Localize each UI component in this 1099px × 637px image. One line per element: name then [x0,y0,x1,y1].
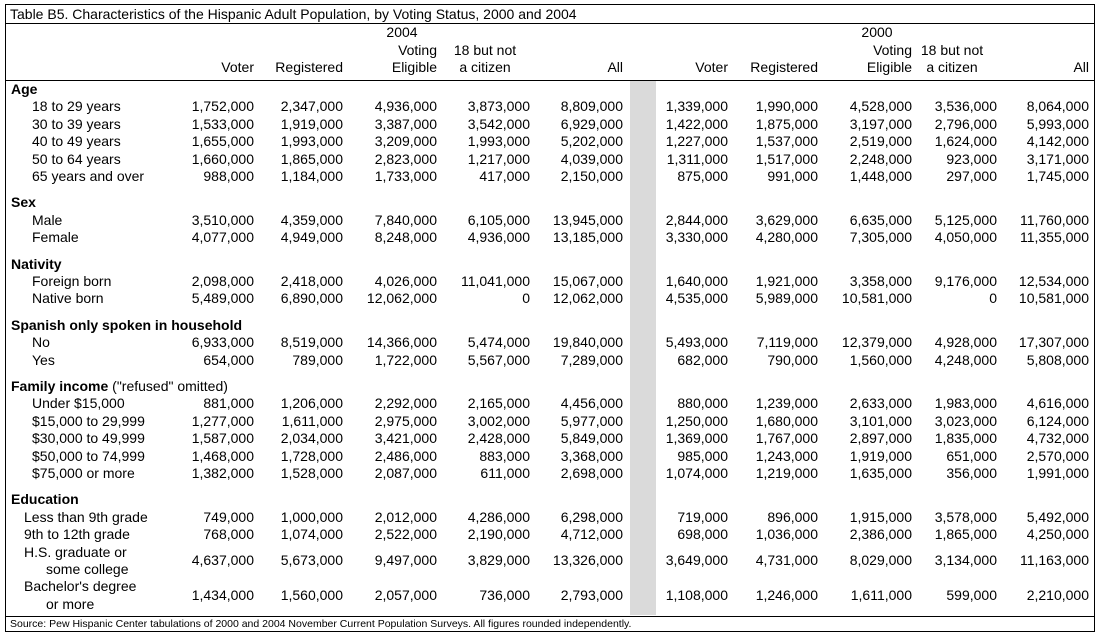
table-footer-source: Source: Pew Hispanic Center tabulations of 2000 and 2004 November Current Population Surveys. All figures rounded independently. [6,616,1094,632]
cell-2000: 6,124,000 [1026,412,1089,429]
table-frame [5,4,1095,632]
cell-2004: 2,012,000 [374,508,437,525]
section-title: Age [11,81,38,97]
cell-2000: 599,000 [946,587,997,604]
cell-2004: 2,793,000 [560,587,623,604]
cell-2004: 3,368,000 [560,447,623,464]
cell-2004: 2,347,000 [280,98,343,115]
cell-2000: 1,919,000 [849,447,912,464]
cell-2000: 1,243,000 [755,447,818,464]
cell-2004: 4,637,000 [191,552,254,569]
cell-2000: 2,796,000 [934,115,997,132]
cell-2000: 1,635,000 [849,465,912,481]
cell-2000: 3,101,000 [849,412,912,429]
row-label: Native born [32,290,104,307]
cell-2000: 2,633,000 [849,395,912,412]
row-label: No [32,334,50,351]
cell-2000: 1,835,000 [934,430,997,447]
cell-2004: 9,497,000 [374,552,437,569]
cell-2000: 2,248,000 [849,150,912,167]
cell-2000: 923,000 [946,150,997,167]
cell-2000: 1,624,000 [934,133,997,150]
cell-2004: 1,611,000 [281,412,343,429]
cell-2000: 12,379,000 [841,334,912,351]
cell-2004: 417,000 [479,168,530,184]
cell-2000: 4,142,000 [1026,133,1089,150]
cell-2000: 3,171,000 [1026,150,1089,167]
cell-2004: 2,428,000 [467,430,530,447]
cell-2000: 1,560,000 [849,351,912,368]
cell-2000: 2,844,000 [665,211,728,228]
cell-2004: 1,865,000 [280,150,343,167]
section-header [11,256,62,273]
cell-2000: 12,534,000 [1018,273,1089,289]
cell-2004: 3,510,000 [191,211,254,228]
cell-2004: 5,202,000 [560,133,623,150]
row-label: Bachelor's degree [24,578,137,595]
row-label: Under $15,000 [32,395,125,412]
cell-2004: 4,026,000 [374,273,437,289]
cell-2004: 19,840,000 [552,334,623,351]
row-label: some college [46,561,129,577]
row-label: 40 to 49 years [32,133,121,150]
cell-2000: 3,197,000 [849,115,912,132]
cell-2000: 3,649,000 [665,552,728,569]
cell-2004: 2,087,000 [374,465,437,481]
cell-2000: 1,915,000 [849,508,912,525]
cell-2000: 2,386,000 [849,526,912,543]
cell-2004: 13,326,000 [552,552,623,569]
year-header-2000: 2000 [861,24,893,40]
cell-2000: 1,036,000 [755,526,818,543]
cell-2004: 4,286,000 [467,508,530,525]
cell-2000: 719,000 [677,508,728,525]
cell-2004: 12,062,000 [366,290,437,307]
cell-2004: 1,733,000 [374,168,437,184]
cell-2000: 875,000 [677,168,728,184]
cell-2000: 5,808,000 [1026,351,1089,368]
col-header-noncitizen_line1-y2004: 18 but not [453,42,517,58]
cell-2000: 11,163,000 [1019,552,1089,569]
cell-2000: 1,680,000 [755,412,818,429]
row-label: 9th to 12th grade [24,526,130,543]
row-label: Female [32,229,79,246]
cell-2004: 654,000 [203,351,254,368]
cell-2000: 1,991,000 [1026,465,1089,481]
cell-2000: 682,000 [677,351,728,368]
col-header-eligible_line2-y2000: Eligible [866,59,912,75]
cell-2004: 1,722,000 [374,351,437,368]
row-label: 65 years and over [32,168,145,184]
row-label: H.S. graduate or [24,543,127,560]
cell-2000: 5,125,000 [934,211,997,228]
cell-2004: 749,000 [203,508,254,525]
cell-2004: 1,660,000 [191,150,254,167]
cell-2004: 4,949,000 [280,229,343,246]
section-note: ("refused" omitted) [108,378,228,394]
cell-2004: 3,829,000 [467,552,530,569]
cell-2004: 1,000,000 [280,508,343,525]
cell-2000: 10,581,000 [1018,290,1089,307]
cell-2004: 2,522,000 [374,526,437,543]
cell-2000: 2,897,000 [849,430,912,447]
cell-2000: 9,176,000 [934,273,997,289]
cell-2004: 2,034,000 [280,430,343,447]
cell-2000: 2,519,000 [849,133,912,150]
col-header-registered-y2000: Registered [750,59,818,75]
cell-2000: 297,000 [946,168,997,184]
cell-2000: 4,731,000 [755,552,818,569]
cell-2004: 2,098,000 [191,273,254,289]
cell-2004: 3,421,000 [374,430,437,447]
section-title: Spanish only spoken in household [11,316,243,333]
cell-2004: 6,890,000 [280,290,343,307]
cell-2000: 4,732,000 [1026,430,1089,447]
cell-2004: 988,000 [203,168,254,184]
cell-2004: 5,474,000 [467,334,530,351]
cell-2004: 1,993,000 [280,133,343,150]
row-label: 50 to 64 years [32,150,121,167]
cell-2000: 4,248,000 [934,351,997,368]
cell-2004: 2,823,000 [374,150,437,167]
cell-2000: 6,635,000 [849,211,912,228]
cell-2004: 2,292,000 [374,395,437,412]
row-label: Foreign born [32,273,112,289]
cell-2000: 1,767,000 [755,430,818,447]
col-header-eligible_line2-y2004: Eligible [391,59,437,75]
cell-2000: 11,760,000 [1019,211,1089,228]
cell-2004: 8,519,000 [280,334,343,351]
cell-2000: 1,250,000 [665,412,728,429]
section-header [11,194,36,211]
cell-2004: 1,468,000 [191,447,254,464]
cell-2004: 4,712,000 [560,526,623,543]
cell-2000: 1,983,000 [934,395,997,412]
cell-2004: 4,359,000 [280,211,343,228]
cell-2004: 1,074,000 [280,526,343,543]
cell-2000: 1,745,000 [1026,168,1089,184]
cell-2000: 1,921,000 [755,273,818,289]
row-label: 30 to 39 years [32,115,121,132]
cell-2000: 698,000 [677,526,728,543]
cell-2000: 4,528,000 [849,98,912,115]
cell-2004: 1,206,000 [280,395,343,412]
cell-2000: 8,029,000 [849,552,912,569]
cell-2000: 7,305,000 [849,229,912,246]
cell-2000: 1,865,000 [934,526,997,543]
cell-2004: 611,000 [480,465,530,481]
cell-2004: 6,105,000 [467,211,530,228]
cell-2000: 5,493,000 [665,334,728,351]
cell-2004: 13,185,000 [552,229,623,246]
section-title: Education [11,491,79,508]
cell-2004: 2,975,000 [374,412,437,429]
header-rule [6,80,1094,81]
cell-2004: 4,039,000 [560,150,623,167]
cell-2000: 1,611,000 [850,587,912,604]
cell-2000: 3,330,000 [665,229,728,246]
section-header [11,81,37,98]
cell-2004: 7,840,000 [374,211,437,228]
cell-2000: 1,448,000 [849,168,912,184]
cell-2000: 1,422,000 [665,115,728,132]
cell-2004: 3,209,000 [374,133,437,150]
row-label: Yes [32,351,55,368]
col-header-noncitizen_line2-y2004: a citizen [459,59,511,75]
section-title: Nativity [11,255,62,272]
cell-2004: 2,418,000 [280,273,343,289]
cell-2004: 4,936,000 [467,229,530,246]
cell-2004: 1,752,000 [191,98,254,115]
cell-2000: 4,280,000 [755,229,818,246]
cell-2004: 2,150,000 [560,168,623,184]
cell-2000: 1,311,000 [666,150,728,167]
cell-2000: 1,990,000 [755,98,818,115]
section-title: Sex [11,194,36,211]
cell-2000: 5,492,000 [1026,508,1089,525]
cell-2004: 768,000 [203,526,254,543]
cell-2004: 1,533,000 [191,115,254,132]
cell-2004: 14,366,000 [366,334,437,351]
cell-2000: 1,227,000 [665,133,728,150]
cell-2000: 985,000 [677,447,728,464]
cell-2004: 8,809,000 [560,98,623,115]
cell-2004: 5,849,000 [560,430,623,447]
cell-2004: 2,698,000 [560,465,623,481]
cell-2004: 7,289,000 [560,351,623,368]
cell-2004: 6,298,000 [560,508,623,525]
cell-2000: 991,000 [767,168,818,184]
cell-2004: 15,067,000 [552,273,623,289]
cell-2000: 1,074,000 [665,465,728,481]
cell-2000: 651,000 [946,447,997,464]
year-header-2004: 2004 [386,24,418,40]
cell-2004: 1,277,000 [191,412,254,429]
section-title: Family income [11,378,109,394]
cell-2000: 4,616,000 [1026,395,1089,412]
cell-2000: 4,535,000 [665,290,728,307]
cell-2004: 1,587,000 [191,430,254,447]
cell-2004: 1,382,000 [191,465,254,481]
col-header-registered-y2004: Registered [275,59,343,75]
cell-2004: 3,002,000 [467,412,530,429]
cell-2000: 1,369,000 [665,430,728,447]
cell-2004: 881,000 [203,395,254,412]
cell-2000: 4,250,000 [1026,526,1089,543]
cell-2000: 4,928,000 [934,334,997,351]
section-header [11,317,242,334]
cell-2004: 1,919,000 [280,115,343,132]
cell-2004: 3,873,000 [467,98,530,115]
cell-2000: 3,023,000 [934,412,997,429]
cell-2000: 3,358,000 [849,273,912,289]
cell-2000: 17,307,000 [1018,334,1089,351]
cell-2000: 3,578,000 [934,508,997,525]
cell-2004: 2,486,000 [374,447,437,464]
cell-2004: 0 [522,290,530,307]
col-header-all-y2004: All [607,59,623,75]
cell-2004: 883,000 [479,447,530,464]
row-label: 18 to 29 years [32,98,121,115]
cell-2004: 3,542,000 [467,115,530,132]
cell-2004: 5,489,000 [191,290,254,307]
cell-2000: 1,875,000 [755,115,818,132]
cell-2004: 6,933,000 [191,334,254,351]
cell-2000: 1,640,000 [665,273,728,289]
cell-2000: 880,000 [677,395,728,412]
row-label: $30,000 to 49,999 [32,430,145,447]
cell-2004: 1,655,000 [191,133,254,150]
cell-2000: 2,210,000 [1026,587,1089,604]
cell-2000: 3,134,000 [934,552,997,569]
cell-2000: 2,570,000 [1026,447,1089,464]
col-header-noncitizen_line2-y2000: a citizen [926,59,978,75]
cell-2000: 5,989,000 [755,290,818,307]
cell-2004: 8,248,000 [374,229,437,246]
cell-2000: 5,993,000 [1026,115,1089,132]
cell-2004: 6,929,000 [560,115,623,132]
row-label: Less than 9th grade [24,508,148,525]
cell-2004: 11,041,000 [460,273,530,289]
cell-2004: 2,190,000 [467,526,530,543]
row-label: $15,000 to 29,999 [32,412,145,429]
cell-2004: 2,165,000 [467,395,530,412]
cell-2004: 736,000 [479,587,530,604]
cell-2004: 2,057,000 [374,587,437,604]
cell-2000: 1,517,000 [755,150,818,167]
cell-2004: 13,945,000 [552,211,623,228]
cell-2000: 1,537,000 [755,133,818,150]
col-header-noncitizen_line1-y2000: 18 but not [920,42,984,58]
row-label: $75,000 or more [32,465,135,481]
cell-2000: 1,239,000 [755,395,818,412]
cell-2000: 8,064,000 [1026,98,1089,115]
row-label: or more [46,595,95,612]
cell-2000: 11,355,000 [1019,229,1089,246]
cell-2004: 4,936,000 [374,98,437,115]
cell-2004: 1,728,000 [280,447,343,464]
cell-2000: 10,581,000 [841,290,912,307]
cell-2004: 5,977,000 [560,412,623,429]
cell-2004: 12,062,000 [552,290,623,307]
section-header [11,491,79,508]
col-header-all-y2000: All [1073,59,1089,75]
cell-2004: 5,673,000 [280,552,343,569]
cell-2004: 1,993,000 [467,133,530,150]
cell-2004: 1,528,000 [280,465,343,481]
cell-2000: 790,000 [767,351,818,368]
col-header-voter-y2004: Voter [221,59,254,75]
cell-2004: 1,184,000 [280,168,343,184]
cell-2004: 5,567,000 [467,351,530,368]
cell-2000: 1,108,000 [665,587,728,604]
cell-2000: 896,000 [767,508,818,525]
cell-2004: 1,560,000 [280,587,343,604]
cell-2000: 7,119,000 [756,334,818,351]
cell-2000: 1,246,000 [755,587,818,604]
cell-2004: 4,077,000 [191,229,254,246]
cell-2000: 3,629,000 [755,211,818,228]
cell-2000: 1,339,000 [665,98,728,115]
table-title: Table B5. Characteristics of the Hispanic Adult Population, by Voting Status, 2000 and 2004 [6,5,1094,24]
cell-2004: 1,434,000 [191,587,254,604]
cell-2000: 0 [989,290,997,307]
row-label: $50,000 to 74,999 [32,447,145,464]
section-header [11,378,228,395]
col-header-voter-y2000: Voter [695,59,728,75]
cell-2000: 4,050,000 [934,229,997,246]
col-header-eligible_line1-y2004: Voting [398,42,437,58]
cell-2000: 3,536,000 [934,98,997,115]
cell-2004: 789,000 [292,351,343,368]
col-header-eligible_line1-y2000: Voting [873,42,912,58]
cell-2000: 1,219,000 [755,465,818,481]
cell-2004: 3,387,000 [374,115,437,132]
row-label: Male [32,211,63,228]
cell-2004: 1,217,000 [467,150,530,167]
cell-2000: 356,000 [946,465,997,481]
cell-2004: 4,456,000 [560,395,623,412]
